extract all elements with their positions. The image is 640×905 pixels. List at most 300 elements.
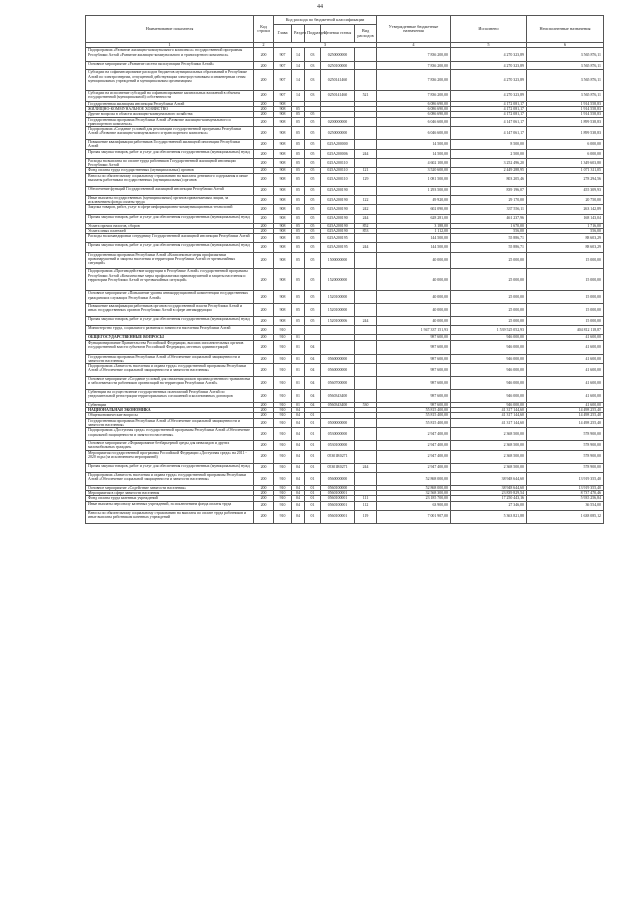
cell-line: 200 [254, 186, 274, 195]
table-row [86, 70, 604, 90]
cell-chapter: 908 [274, 173, 292, 186]
cell-section: 05 [292, 317, 305, 326]
cell-subsection: 03 [305, 62, 321, 70]
cell-executed: 2 368 500,00 [451, 450, 527, 463]
cell-name: Основное мероприятие «Содействие занятости населения» [86, 485, 254, 490]
cell-line: 200 [254, 228, 274, 233]
table-row [86, 450, 604, 463]
cell-unexecuted: 3 565 876,11 [527, 90, 604, 101]
col-number: 4 [377, 43, 451, 48]
cell-unexecuted: 41 600,00 [527, 335, 604, 340]
cell-subsection: 05 [305, 269, 321, 291]
cell-unexecuted: 36 554,00 [527, 501, 604, 510]
cell-target: 0560100001 [321, 501, 355, 510]
cell-unexecuted: 15 000,00 [527, 317, 604, 326]
cell-approved: 52 868 000,00 [377, 485, 451, 490]
cell-chapter: 908 [274, 195, 292, 205]
cell-unexecuted: 263 142,89 [527, 205, 604, 214]
cell-chapter: 910 [274, 326, 292, 335]
cell-chapter: 910 [274, 413, 292, 418]
cell-kind [355, 291, 377, 304]
cell-subsection: 05 [305, 195, 321, 205]
cell-section: 05 [292, 127, 305, 140]
cell-kind [355, 304, 377, 317]
col-header-chapter: Глава [274, 25, 292, 43]
cell-kind: 244 [355, 243, 377, 252]
cell-line: 200 [254, 340, 274, 354]
cell-unexecuted: 6 000,00 [527, 139, 604, 149]
cell-unexecuted: 41 600,00 [527, 389, 604, 402]
cell-line: 200 [254, 214, 274, 223]
table-row [86, 186, 604, 195]
table-row [86, 376, 604, 389]
cell-subsection: 05 [305, 158, 321, 168]
cell-kind: 852 [355, 223, 377, 228]
cell-chapter: 908 [274, 106, 292, 111]
cell-name: Прочая закупка товаров, работ и услуг для обеспечения государственных (муниципальных) нужд [86, 317, 254, 326]
cell-kind: 129 [355, 173, 377, 186]
cell-target: 025А200190 [321, 186, 355, 195]
cell-executed: 3 252 496,20 [451, 158, 527, 168]
cell-section: 04 [292, 501, 305, 510]
cell-target: 025А200190 [321, 205, 355, 214]
cell-name: Расходы на выплаты по оплате труда работников Государственной жилищной инспекции Республики Алтай [86, 158, 254, 168]
cell-executed: 4 147 061,17 [451, 117, 527, 127]
cell-target: 0560343400 [321, 389, 355, 402]
cell-subsection: 01 [305, 490, 321, 495]
cell-target: 025А200110 [321, 168, 355, 173]
cell-approved: 40 000,00 [377, 291, 451, 304]
cell-target: 025А200110 [321, 158, 355, 168]
cell-approved: 40 000,00 [377, 304, 451, 317]
cell-unexecuted: 41 600,00 [527, 364, 604, 377]
cell-target [321, 340, 355, 354]
cell-kind: 244 [355, 463, 377, 472]
cell-approved: 987 600,00 [377, 389, 451, 402]
cell-approved: 23 185 700,00 [377, 496, 451, 501]
table-row [86, 90, 604, 101]
cell-target: 0530000000 [321, 428, 355, 441]
cell-chapter: 910 [274, 364, 292, 377]
cell-chapter: 908 [274, 205, 292, 214]
cell-line: 200 [254, 252, 274, 269]
cell-subsection: 01 [305, 463, 321, 472]
cell-section: 05 [292, 205, 305, 214]
cell-line: 200 [254, 127, 274, 140]
cell-kind [355, 389, 377, 402]
cell-name: Основное мероприятие «Создание условий для снижения рисков производственного травматизма и заболеваемости работников организаций на территории Республики Алтай» [86, 376, 254, 389]
cell-executed: 4 172 081,17 [451, 101, 527, 106]
cell-executed: 946 000,00 [451, 335, 527, 340]
cell-unexecuted: 14 498 255,40 [527, 413, 604, 418]
cell-name: Мероприятия в сфере занятости населения [86, 490, 254, 495]
cell-line: 200 [254, 450, 274, 463]
cell-subsection: 03 [305, 48, 321, 62]
cell-unexecuted: 1 899 538,83 [527, 117, 604, 127]
cell-line: 200 [254, 90, 274, 101]
cell-subsection: 01 [305, 428, 321, 441]
table-row [86, 463, 604, 472]
table-row [86, 234, 604, 243]
cell-kind [355, 139, 377, 149]
table-row [86, 364, 604, 377]
table-row [86, 472, 604, 485]
cell-approved: 55 815 400,00 [377, 408, 451, 413]
cell-kind [355, 234, 377, 243]
cell-kind [355, 186, 377, 195]
table-row [86, 510, 604, 523]
cell-line: 200 [254, 205, 274, 214]
cell-unexecuted: 13 919 355,40 [527, 485, 604, 490]
cell-name: Субвенции [86, 402, 254, 407]
cell-section: 01 [292, 335, 305, 340]
cell-subsection: 05 [305, 304, 321, 317]
cell-executed: 27 346,00 [451, 501, 527, 510]
cell-kind [355, 450, 377, 463]
cell-target: 1520100000 [321, 304, 355, 317]
cell-target: 025А200190 [321, 223, 355, 228]
cell-subsection: 05 [305, 127, 321, 140]
cell-name: ОБЩЕГОСУДАРСТВЕННЫЕ ВОПРОСЫ [86, 335, 254, 340]
cell-target: 025А200190 [321, 228, 355, 233]
cell-unexecuted: 13 919 355,40 [527, 472, 604, 485]
cell-chapter: 908 [274, 304, 292, 317]
cell-line: 200 [254, 149, 274, 158]
cell-executed: 946 000,00 [451, 364, 527, 377]
cell-executed: 8 500,00 [451, 139, 527, 149]
cell-section: 05 [292, 117, 305, 127]
cell-name: Подпрограмма «Доступная среда» государственной программы Республики Алтай «Обеспечение социальной защищенности и занятости населения» [86, 428, 254, 441]
cell-executed: 946 000,00 [451, 340, 527, 354]
cell-subsection: 05 [305, 173, 321, 186]
cell-approved: 144 500,00 [377, 234, 451, 243]
cell-target: 0560100001 [321, 510, 355, 523]
cell-executed: 1 539 525 052,93 [451, 326, 527, 335]
cell-target: 025А200006 [321, 149, 355, 158]
cell-line: 200 [254, 490, 274, 495]
cell-line: 200 [254, 304, 274, 317]
cell-approved: 6 086 690,00 [377, 112, 451, 117]
cell-approved: 628 281,00 [377, 214, 451, 223]
cell-chapter: 908 [274, 234, 292, 243]
cell-name: Повышение квалификации работников Государственной жилищной инспекции Республики Алтай [86, 139, 254, 149]
cell-kind: 244 [355, 317, 377, 326]
cell-name: Расходы на командировки сотруднику Государственной жилищной инспекции Республики Алтай [86, 234, 254, 243]
cell-subsection: 01 [305, 472, 321, 485]
cell-kind [355, 340, 377, 354]
cell-executed: 25 000,00 [451, 252, 527, 269]
cell-unexecuted: 88 603,29 [527, 234, 604, 243]
cell-name: Прочая закупка товаров, работ и услуг для обеспечения государственных (муниципальных) нужд [86, 214, 254, 223]
cell-approved: 602 090,00 [377, 205, 451, 214]
table-row [86, 214, 604, 223]
cell-name: Иные выплаты персоналу казенных учреждений, за исключением фонда оплаты труда [86, 501, 254, 510]
cell-line: 200 [254, 408, 274, 413]
cell-section: 05 [292, 304, 305, 317]
cell-name: Обеспечение функций Государственной жилищной инспекции Республики Алтай [86, 186, 254, 195]
cell-approved: 63 900,00 [377, 501, 451, 510]
cell-unexecuted: 1 071 311,05 [527, 168, 604, 173]
cell-section: 14 [292, 48, 305, 62]
cell-section: 05 [292, 168, 305, 173]
cell-chapter: 908 [274, 117, 292, 127]
cell-subsection: 05 [305, 186, 321, 195]
cell-line: 200 [254, 428, 274, 441]
table-row [86, 149, 604, 158]
cell-line: 200 [254, 472, 274, 485]
cell-executed: 38 948 644,60 [451, 472, 527, 485]
cell-subsection: 05 [305, 139, 321, 149]
cell-unexecuted: 8 737 470,46 [527, 490, 604, 495]
table-row [86, 139, 604, 149]
cell-section: 04 [292, 463, 305, 472]
cell-section: 05 [292, 112, 305, 117]
cell-kind [355, 428, 377, 441]
cell-unexecuted: 1 914 558,83 [527, 101, 604, 106]
cell-line: 200 [254, 243, 274, 252]
cell-line: 200 [254, 117, 274, 127]
cell-executed: 461 237,96 [451, 214, 527, 223]
cell-subsection: 04 [305, 402, 321, 407]
cell-section: 05 [292, 291, 305, 304]
cell-name: Повышение квалификации работников органов государственной власти Республики Алтай и иных государственных органов Республики Алтай в сфере антикоррупции [86, 304, 254, 317]
cell-subsection: 01 [305, 510, 321, 523]
cell-name: Государственная программа Республики Алтай «Комплексные меры профилактики правонарушений и защиты населения и территории Республики Алтай от чрезвычайных ситуаций» [86, 252, 254, 269]
cell-target: 0250000000 [321, 127, 355, 140]
cell-executed: 25 000,00 [451, 304, 527, 317]
cell-name: Подпрограмма «Развитие жилищно-коммунального комплекса» государственной программы Республики Алтай «Развитие жилищно-коммунального и транспортного комплекса» [86, 48, 254, 62]
cell-kind: 244 [355, 214, 377, 223]
cell-approved: 1 081 500,00 [377, 173, 451, 186]
cell-name: Взносы по обязательному социальному страхованию на выплаты по оплате труда работников и иные выплаты работникам казенных учреждений [86, 510, 254, 523]
cell-section: 05 [292, 252, 305, 269]
cell-section [292, 326, 305, 335]
cell-section: 05 [292, 149, 305, 158]
cell-name: Закупка товаров, работ, услуг в сфере информационно-коммуникационных технологий [86, 205, 254, 214]
cell-executed: 41 317 144,60 [451, 413, 527, 418]
cell-subsection: 03 [305, 90, 321, 101]
cell-section: 04 [292, 485, 305, 490]
cell-kind: 530 [355, 402, 377, 407]
cell-target: 0560000000 [321, 472, 355, 485]
cell-chapter: 910 [274, 408, 292, 413]
cell-executed: 23 839 829,54 [451, 490, 527, 495]
cell-chapter: 908 [274, 317, 292, 326]
table-row [86, 340, 604, 354]
cell-chapter: 910 [274, 402, 292, 407]
cell-name: Мероприятия государственной программы Российской Федерации «Доступная среда» на 2011 - 2020 годы (за исключением мероприятий) [86, 450, 254, 463]
table-row [86, 418, 604, 428]
cell-approved: 7 836 200,00 [377, 70, 451, 90]
cell-unexecuted: 41 600,00 [527, 402, 604, 407]
cell-chapter: 910 [274, 450, 292, 463]
cell-chapter: 910 [274, 510, 292, 523]
cell-executed: 55 886,71 [451, 243, 527, 252]
cell-line: 200 [254, 496, 274, 501]
cell-line: 200 [254, 354, 274, 364]
table-row [86, 269, 604, 291]
cell-kind [355, 472, 377, 485]
budget-table [85, 15, 604, 524]
cell-unexecuted: 1 899 538,83 [527, 127, 604, 140]
cell-target: 025А200110 [321, 173, 355, 186]
table-row [86, 117, 604, 127]
table-row [86, 389, 604, 402]
cell-approved: 52 868 000,00 [377, 472, 451, 485]
cell-approved: 6 086 690,00 [377, 101, 451, 106]
cell-approved: 40 000,00 [377, 252, 451, 269]
cell-name: Субсидии на софинансирование расходов бюджетов муниципальных образований в Республике Алтай по электроэнергии, отпущенной действующим электроустановкам и инженерным сетям муниципальных учреждений и муниципальным организациям [86, 70, 254, 90]
cell-line: 200 [254, 62, 274, 70]
cell-subsection: 05 [305, 112, 321, 117]
col-number: 5 [451, 43, 527, 48]
cell-chapter: 908 [274, 168, 292, 173]
col-number: 2 [254, 43, 274, 48]
cell-kind [355, 117, 377, 127]
cell-section: 05 [292, 214, 305, 223]
cell-subsection: 05 [305, 117, 321, 127]
cell-unexecuted: 1 638 085,12 [527, 510, 604, 523]
cell-unexecuted: 1 716,00 [527, 223, 604, 228]
cell-target: 05301R0271 [321, 450, 355, 463]
cell-unexecuted: 455 309,93 [527, 186, 604, 195]
cell-section: 05 [292, 223, 305, 228]
cell-section: 01 [292, 364, 305, 377]
cell-target: 0560700000 [321, 376, 355, 389]
cell-chapter: 908 [274, 158, 292, 168]
cell-section: 05 [292, 139, 305, 149]
cell-subsection: 05 [305, 291, 321, 304]
cell-unexecuted: 6 000,00 [527, 149, 604, 158]
cell-executed: 5 363 821,88 [451, 510, 527, 523]
cell-name: Государственная жилищная инспекция Республики Алтай [86, 101, 254, 106]
cell-executed: 4 270 323,89 [451, 62, 527, 70]
cell-section: 14 [292, 70, 305, 90]
cell-executed: 55 886,71 [451, 234, 527, 243]
cell-chapter: 908 [274, 101, 292, 106]
cell-unexecuted: 168 143,04 [527, 214, 604, 223]
cell-name: Уплата иных платежей [86, 228, 254, 233]
table-row [86, 354, 604, 364]
table-row [86, 205, 604, 214]
cell-line: 200 [254, 139, 274, 149]
cell-executed: 946 000,00 [451, 354, 527, 364]
cell-executed: 2 449 288,95 [451, 168, 527, 173]
cell-name: Взносы по обязательному социальному страхованию на выплаты денежного содержания и иные выплаты работникам государственных (муниципальных) органов [86, 173, 254, 186]
cell-line: 200 [254, 402, 274, 407]
cell-kind [355, 376, 377, 389]
cell-subsection: 04 [305, 389, 321, 402]
cell-approved: 7 836 200,00 [377, 90, 451, 101]
cell-name: Фонд оплаты труда казенных учреждений [86, 496, 254, 501]
cell-subsection [305, 326, 321, 335]
cell-subsection: 03 [305, 70, 321, 90]
cell-section: 04 [292, 408, 305, 413]
col-number: 1 [86, 43, 254, 48]
cell-line: 200 [254, 317, 274, 326]
col-number: 3 [274, 43, 377, 48]
cell-section: 04 [292, 472, 305, 485]
cell-executed: 1 670,00 [451, 223, 527, 228]
cell-kind: 112 [355, 501, 377, 510]
col-header-unexecuted: Неисполненные назначения [527, 16, 604, 43]
cell-section: 01 [292, 389, 305, 402]
cell-name: Основное мероприятие «Формирование безбарьерной среды для инвалидов и других маломобильных граждан» [86, 441, 254, 451]
cell-section: 05 [292, 106, 305, 111]
cell-approved: 987 600,00 [377, 354, 451, 364]
cell-subsection: 05 [305, 243, 321, 252]
cell-chapter: 908 [274, 228, 292, 233]
cell-chapter: 908 [274, 186, 292, 195]
col-header-budget-class: Код расхода по бюджетной классификации [274, 16, 377, 25]
cell-executed: 2 368 500,00 [451, 441, 527, 451]
cell-kind [355, 62, 377, 70]
cell-chapter: 908 [274, 149, 292, 158]
cell-chapter: 908 [274, 112, 292, 117]
cell-kind: 111 [355, 496, 377, 501]
cell-chapter: 907 [274, 70, 292, 90]
cell-name: Другие вопросы в области жилищно-коммунального хозяйства [86, 112, 254, 117]
cell-approved: 1 112,00 [377, 228, 451, 233]
cell-chapter: 910 [274, 418, 292, 428]
cell-target: 025А200190 [321, 195, 355, 205]
cell-line: 200 [254, 418, 274, 428]
cell-executed: 803 205,46 [451, 173, 527, 186]
cell-approved: 14 500,00 [377, 139, 451, 149]
cell-approved: 3 520 600,00 [377, 168, 451, 173]
cell-executed: 4 270 323,89 [451, 48, 527, 62]
cell-line: 200 [254, 168, 274, 173]
cell-approved: 2 947 400,00 [377, 463, 451, 472]
cell-name: Министерство труда, социального развития и занятости населения Республики Алтай [86, 326, 254, 335]
cell-line: 200 [254, 441, 274, 451]
cell-chapter: 910 [274, 428, 292, 441]
cell-target: 1500000000 [321, 252, 355, 269]
cell-kind: 242 [355, 205, 377, 214]
cell-unexecuted: 15 000,00 [527, 269, 604, 291]
cell-approved: 1 947 337 151,93 [377, 326, 451, 335]
cell-line: 200 [254, 389, 274, 402]
cell-executed: 946 000,00 [451, 402, 527, 407]
cell-name: Подпрограмма «Занятость населения и охрана труда» государственной программы Республики Алтай «Обеспечение социальной защищенности и занятости населения» [86, 472, 254, 485]
cell-target: 0250141460 [321, 70, 355, 90]
cell-executed: 25 000,00 [451, 269, 527, 291]
cell-target: 0500000000 [321, 418, 355, 428]
cell-subsection: 04 [305, 364, 321, 377]
cell-line: 200 [254, 413, 274, 418]
cell-unexecuted: 3 565 876,11 [527, 62, 604, 70]
cell-approved: 6 046 600,00 [377, 117, 451, 127]
cell-kind [355, 364, 377, 377]
cell-unexecuted: 15 000,00 [527, 252, 604, 269]
col-header-approved: Утвержденные бюджетные назначения [377, 16, 451, 43]
table-row [86, 441, 604, 451]
cell-line: 200 [254, 364, 274, 377]
cell-subsection: 01 [305, 450, 321, 463]
cell-line: 200 [254, 48, 274, 62]
cell-subsection: 05 [305, 205, 321, 214]
cell-line: 200 [254, 326, 274, 335]
cell-section: 04 [292, 496, 305, 501]
cell-name: Подпрограмма «Занятость населения и охрана труда» государственной программы Республики Алтай «Обеспечение социальной защищенности и занятости населения» [86, 364, 254, 377]
cell-unexecuted: 88 603,29 [527, 243, 604, 252]
cell-approved: 14 500,00 [377, 149, 451, 158]
table-row [86, 158, 604, 168]
cell-line: 200 [254, 463, 274, 472]
cell-approved: 987 600,00 [377, 340, 451, 354]
cell-chapter: 910 [274, 441, 292, 451]
cell-subsection: 01 [305, 441, 321, 451]
